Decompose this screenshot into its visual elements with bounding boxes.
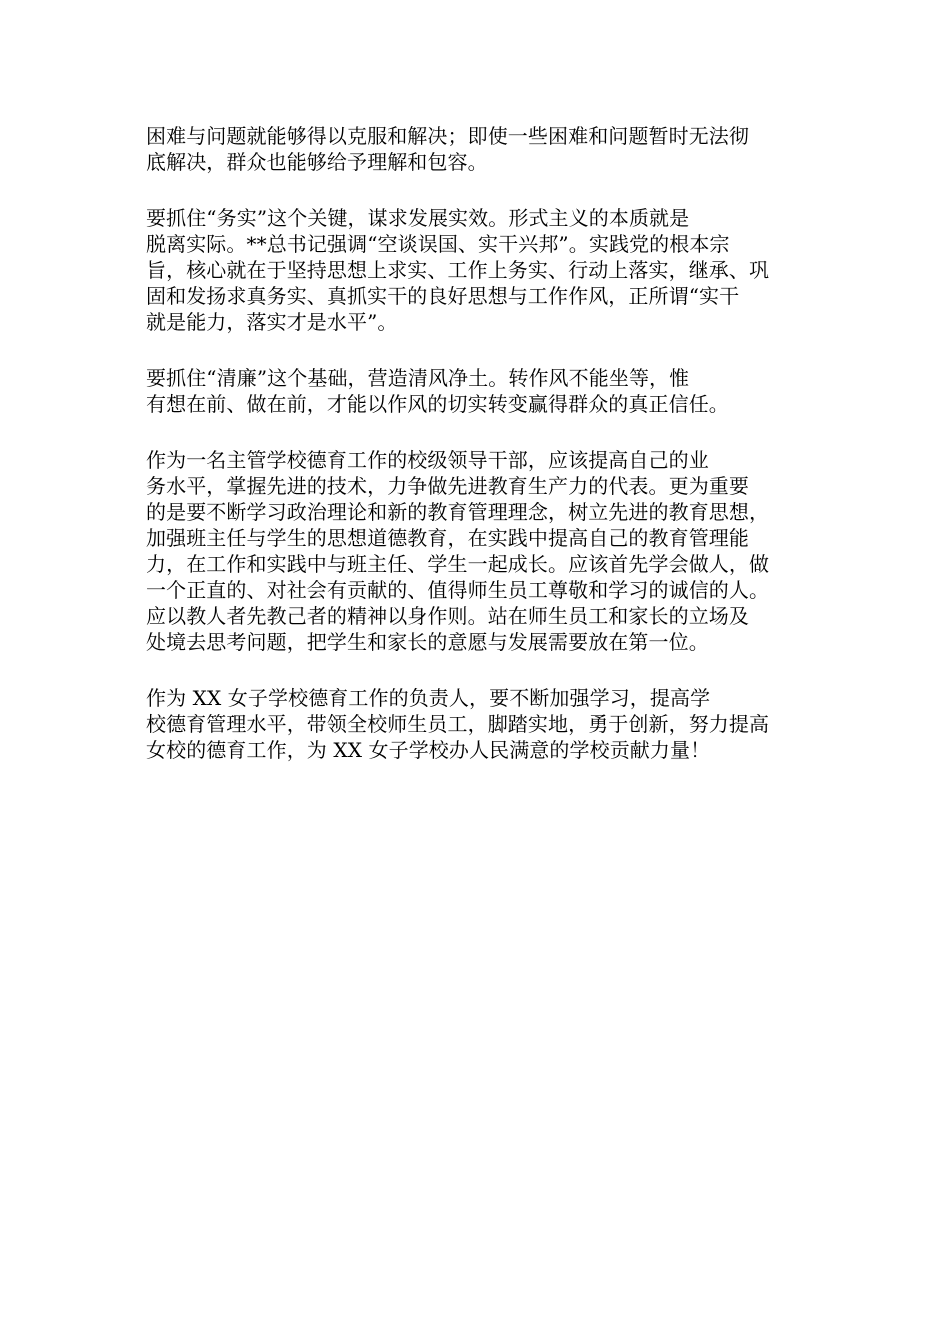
paragraph-3: 要抓住“清廉”这个基础，营造清风净土。转作风不能坐等，惟 有想在前、做在前，才能以作风的切实转变赢得群众的真正信任。 — [146, 366, 729, 416]
paragraph-4: 作为一名主管学校德育工作的校级领导干部，应该提高自己的业 务水平，掌握先进的技术，力争做先进教育生产力的代表。更为重要 的是要不断学习政治理论和新的教育管理理念，树立先进的教育思想， 加强班主任与学生的思想道德教育，在实践中提高自己的教育管理能 力，在工作和实践中与班主任、学生一起成长。应该首先学会做人，做 一个正直的、对社会有贡献的、值得师生员工尊敬和学习的诚信的人。 应以教人者先教己者的精神以身作则。站在师生员工和家长的立场及 处境去思考问题，把学生和家长的意愿与发展需要放在第一位。 — [146, 448, 770, 654]
document-body — [146, 123, 816, 793]
paragraph-1: 困难与问题就能够得以克服和解决；即使一些困难和问题暂时无法彻 底解决，群众也能够给予理解和包容。 — [146, 124, 749, 174]
paragraph-2: 要抓住“务实”这个关键，谋求发展实效。形式主义的本质就是 脱离实际。**总书记强调“空谈误国、实干兴邦”。实践党的根本宗 旨，核心就在于坚持思想上求实、工作上务实、行动上落实，继承、巩 固和发扬求真务实、真抓实干的良好思想与工作作风，正所谓“实干 就是能力，落实才是水平”。 — [146, 206, 770, 334]
paragraph-5: 作为 XX 女子学校德育工作的负责人，要不断加强学习，提高学 校德育管理水平，带领全校师生员工，脚踏实地，勇于创新，努力提高 女校的德育工作，为 XX 女子学校办人民满意的学校贡献力量！ — [146, 686, 770, 762]
